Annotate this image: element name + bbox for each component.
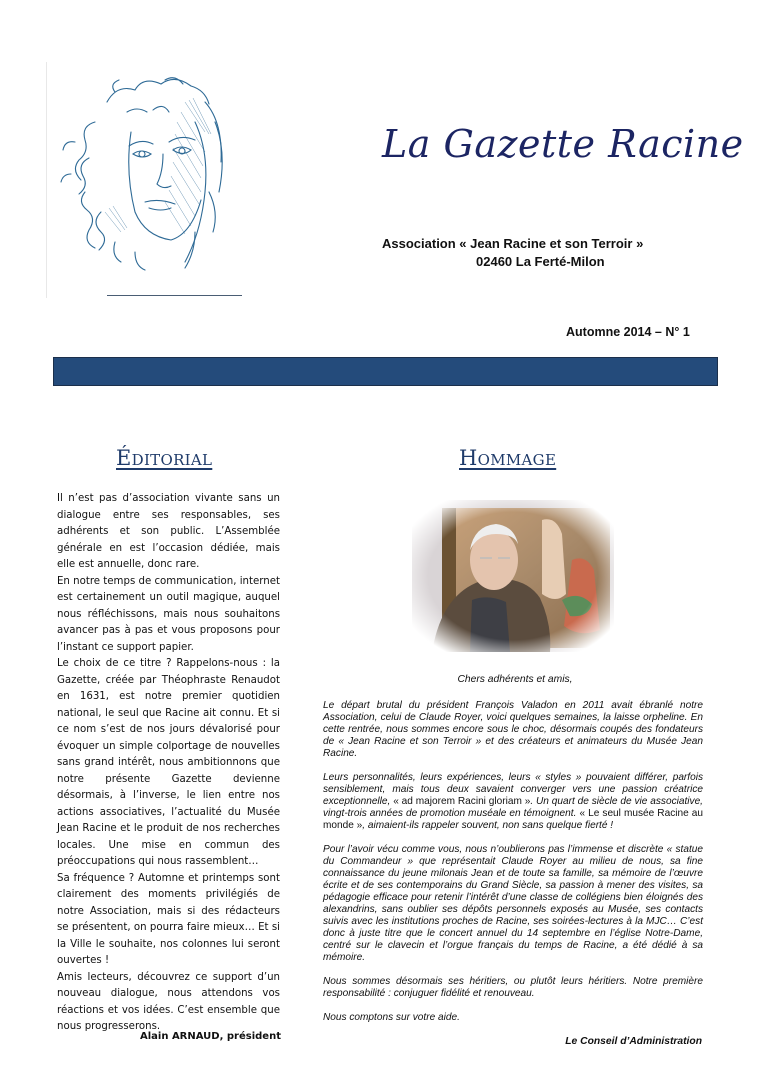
museum-quote: « Le seul musée Racine au monde » <box>323 808 703 831</box>
editorial-paragraph: Il n’est pas d’association vivante sans un dialogue entre ses responsables, ses adhérents et son public. L’Assemblée générale en est l’occasion dédiée, mais elle est annuelle, donc rare. <box>57 493 280 570</box>
hommage-text-span: Leurs personnalités, leurs expériences, leurs « styles » pouvaient différer, parfois sensiblement, mais tous deux savaient converger vers une passion créatrice exceptionnelle, <box>323 772 703 807</box>
editorial-paragraph: Sa fréquence ? Automne et printemps sont clairement des moments privilégiés de notre Association, mais si des rédacteurs se présentent, on pourra faire mieux… Et si la Ville le souhaite, nos colonnes lui seront ouvertes ! <box>57 872 280 966</box>
hommage-paragraph <box>323 772 703 832</box>
hommage-text-span: . Un quart de siècle de vie associative, vingt-trois années de promotion muséale en témoignent. <box>323 796 703 819</box>
editorial-paragraph: En notre temps de communication, internet est certainement un outil magique, auquel nous réfléchissons, mais nous souhaitons avancer pas à pas et vous proposons pour l’instant ce support papier. <box>57 575 280 653</box>
editorial-heading: Éditorial <box>116 446 213 470</box>
gazette-title: La Gazette Racine <box>382 122 744 166</box>
issue-label: Automne 2014 – N° 1 <box>566 325 690 339</box>
jean-racine-portrait-sketch <box>45 62 245 300</box>
editorial-body <box>57 491 280 1036</box>
latin-quote: « ad majorem Racini gloriam » <box>393 796 531 807</box>
claude-royer-photo <box>412 500 614 652</box>
editorial-paragraph: Le choix de ce titre ? Rappelons-nous : la Gazette, créée par Théophraste Renaudot en 1631, est notre premier quotidien national, le seul que Racine ait connu. Et si ce nom s’est de nos jours dévalorisé pour évoquer un simple colportage de nouvelles sans grand intérêt, nous ambitionnons que notre présente Gazette devienne désormais, à l’inverse, le lien entre nos actions associatives, l’actualité du Musée Jean Racine et le produit de nos recherches locales. Une mise en commun des préoccupations qui nous rassemblent… <box>57 658 280 867</box>
hommage-heading: Hommage <box>459 446 557 470</box>
hommage-signature: Le Conseil d’Administration <box>565 1036 702 1047</box>
hommage-paragraph: Nous sommes désormais ses héritiers, ou plutôt leurs héritiers. Notre première responsabilité : conjuguer fidélité et renouveau. <box>323 976 703 999</box>
portrait-underline <box>107 295 242 296</box>
hommage-salutation: Chers adhérents et amis, <box>457 674 573 685</box>
hommage-paragraph: Pour l’avoir vécu comme vous, nous n’oublierons pas l’immense et discrète « statue du Commandeur » que représentait Claude Royer au milieu de nous, sa fine connaissance du jeune milonais Jean et de toute sa famille, sa mémoire de l’œuvre écrite et de ses contemporains du Grand Siècle, sa passion à mener des visites, sa pédagogie efficace pour retenir l’intérêt d’une classe de collégiens bien éloignés des alexandrins, sans oublier ses dépôts personnels exposés au Musée, ses contacts suivis avec les institutions proches de Racine, ses soirées-lectures à la MJC… C’est donc à juste titre que le concert annuel du 14 septembre en l’église Notre-Dame, centré sur le clavecin et l’orgue français du temps de Racine, a été dédié à sa mémoire. <box>323 844 703 963</box>
hommage-paragraph: Nous comptons sur votre aide. <box>323 1012 460 1023</box>
hommage-body <box>323 700 703 1036</box>
hommage-paragraph: Le départ brutal du président François Valadon en 2011 avait ébranlé notre Association, celui de Claude Royer, voici quelques semaines, la laisse orpheline. En cette rentrée, nous sommes encore sous le choc, désormais coupés des fondateurs de « Jean Racine et son Terroir » et des créateurs et animateurs du Musée Jean Racine. <box>323 700 703 759</box>
association-address: 02460 La Ferté-Milon <box>476 254 605 269</box>
header-band <box>53 357 718 386</box>
hommage-text-span: , aimaient-ils rappeler souvent, non sans quelque fierté ! <box>362 820 614 831</box>
editorial-paragraph: Amis lecteurs, découvrez ce support d’un nouveau dialogue, nous attendons vos réactions et vos idées. C’est ensemble que nous progresserons. <box>57 971 280 1032</box>
editorial-signature: Alain ARNAUD, président <box>140 1031 281 1042</box>
association-name: Association « Jean Racine et son Terroir » <box>382 236 644 251</box>
